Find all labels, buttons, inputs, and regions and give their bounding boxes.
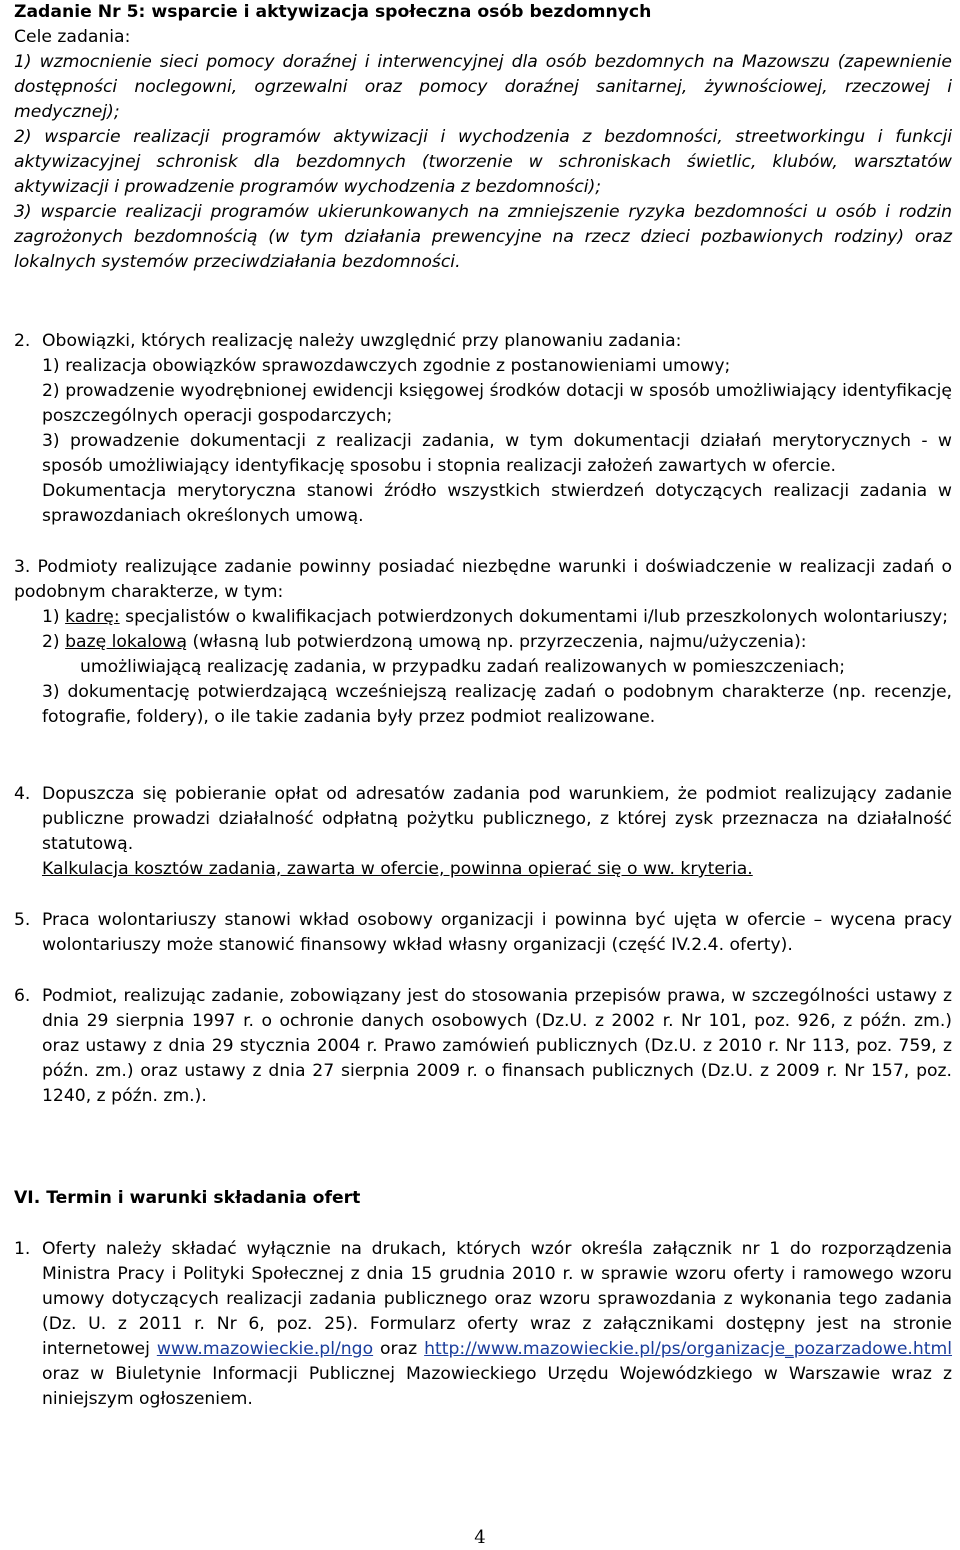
- section-4-note-line: [14, 857, 952, 882]
- section-5-number: 5.: [14, 910, 31, 930]
- organizations-link[interactable]: http://www.mazowieckie.pl/ps/organizacje_pozarzadowe.html: [424, 1339, 953, 1359]
- section-6: [14, 984, 952, 1109]
- section-2-item-1: 1) realizacja obowiązków sprawozdawczych zgodnie z postanowieniami umowy;: [42, 356, 731, 376]
- section-4-text: Dopuszcza się pobieranie opłat od adresatów zadania pod warunkiem, że podmiot realizujący zadanie publiczne prowadzi działalność odpłatną pożytku publicznego, z której zysk przeznacza na działalność statutową.: [42, 784, 952, 854]
- section-6-text: Podmiot, realizując zadanie, zobowiązany jest do stosowania przepisów prawa, w szczególności ustawy z dnia 29 sierpnia 1997 r. o ochronie danych osobowych (Dz.U. z 2002 r. Nr 101, poz. 926, z późn. zm.) oraz ustawy z dnia 29 stycznia 2004 r. Prawo zamówień publicznych (Dz.U. z 2010 r. Nr 113, poz. 759, z późn. zm.) oraz ustawy z dnia 27 sierpnia 2009 r. o finansach publicznych (Dz.U. z 2009 r. Nr 157, poz. 1240, z późn. zm.).: [42, 986, 952, 1106]
- goal-2: 2) wsparcie realizacji programów aktywizacji i wychodzenia z bezdomności, streetworkingu i funkcji aktywizacyjnej schronisk dla bezdomnych (tworzenie w schroniskach świetlic, klubów, warsztatów aktywizacji i prowadzenie programów wychodzenia z bezdomności);: [14, 127, 952, 197]
- section-2-intro: Obowiązki, których realizację należy uwzględnić przy planowaniu zadania:: [42, 331, 682, 351]
- section-vi-text-c: oraz w Biuletynie Informacji Publicznej Mazowieckiego Urzędu Wojewódzkiego w Warszawie wraz z niniejszym ogłoszeniem.: [42, 1364, 952, 1409]
- section-5-text: Praca wolontariuszy stanowi wkład osobowy organizacji i powinna być ujęta w ofercie – wycena pracy wolontariuszy może stanowić finansowy wkład własny organizacji (część IV.2.4. oferty).: [42, 910, 952, 955]
- section-4: [14, 782, 952, 882]
- section-3-item-2-number: 2): [42, 632, 60, 652]
- section-4-number: 4.: [14, 784, 31, 804]
- section-vi-item-1-text: [14, 1237, 952, 1412]
- section-3-intro: Podmioty realizujące zadanie powinny posiadać niezbędne warunki i doświadczenie w realizacji zadań o podobnym charakterze, w tym:: [14, 557, 952, 602]
- section-vi-item-1-number: 1.: [14, 1239, 31, 1259]
- section-5: [14, 908, 952, 958]
- section-3-item-2: [14, 630, 952, 655]
- section-2-note: Dokumentacja merytoryczna stanowi źródło wszystkich stwierdzeń dotyczących realizacji zadania w sprawozdaniach określonych umową.: [42, 481, 952, 526]
- section-3-number: 3.: [14, 557, 31, 577]
- section-vi-text-a: Oferty należy składać wyłącznie na drukach, których wzór określa załącznik nr 1 do rozporządzenia Ministra Pracy i Polityki Społecznej z dnia 15 grudnia 2010 r. w sprawie wzoru oferty i ramowego wzoru umowy dotyczących realizacji zadania publicznego oraz wzoru sprawozdania z wykonania tego zadania (Dz. U. z 2011 r. Nr 6, poz. 25). Formularz oferty wraz z załącznikami dostępny jest na stronie internetowej: [42, 1239, 952, 1359]
- section-3-item-2-key: bazę lokalową: [65, 632, 187, 652]
- section-3-intro-line: [14, 555, 952, 605]
- section-3-item-3: 3) dokumentację potwierdzającą wcześniejszą realizację zadań o podobnym charakterze (np. recenzje, fotografie, foldery), o ile takie zadania były przez podmiot realizowane.: [42, 682, 952, 727]
- section-vi-text-b: oraz: [380, 1339, 418, 1359]
- section-3-item-1-number: 1): [42, 607, 60, 627]
- section-vi-heading: VI. Termin i warunki składania ofert: [14, 1188, 361, 1208]
- section-3-item-1-key: kadrę:: [65, 607, 120, 627]
- task-section: [14, 0, 952, 275]
- goal-1: 1) wzmocnienie sieci pomocy doraźnej i interwencyjnej dla osób bezdomnych na Mazowszu (zapewnienie dostępności noclegowni, ogrzewalni oraz pomocy doraźnej sanitarnej, żywnościowej, rzeczowej i medycznej);: [14, 52, 952, 122]
- section-3-item-1-text: specjalistów o kwalifikacjach potwierdzonych dokumentami i/lub przeszkolonych wolontariuszy;: [125, 607, 948, 627]
- section-2-item-2: 2) prowadzenie wyodrębnionej ewidencji księgowej środków dotacji w sposób umożliwiający identyfikację poszczególnych operacji gospodarczych;: [42, 381, 952, 426]
- page-number: 4: [474, 1527, 486, 1548]
- section-3-item-2-continuation: umożliwiającą realizację zadania, w przypadku zadań realizowanych w pomieszczeniach;: [80, 657, 846, 677]
- goal-3: 3) wsparcie realizacji programów ukierunkowanych na zmniejszenie ryzyka bezdomności u osób i rodzin zagrożonych bezdomnością (w tym działania prewencyjne na rzecz dzieci pozbawionych rodziny) oraz lokalnych systemów przeciwdziałania bezdomności.: [14, 202, 952, 272]
- section-3-item-1: [14, 605, 952, 630]
- section-3: [14, 555, 952, 730]
- section-2: [14, 329, 952, 529]
- goals-label: Cele zadania:: [14, 27, 131, 47]
- section-2-item-3: 3) prowadzenie dokumentacji z realizacji zadania, w tym dokumentacji działań merytorycznych - w sposób umożliwiający identyfikację sposobu i stopnia realizacji założeń zawartych w ofercie.: [42, 431, 952, 476]
- section-4-note: Kalkulacja kosztów zadania, zawarta w ofercie, powinna opierać się o ww. kryteria.: [42, 859, 753, 879]
- section-2-number: 2.: [14, 331, 31, 351]
- section-vi-heading-block: [14, 1186, 952, 1211]
- section-3-item-2-text: (własną lub potwierdzoną umową np. przyrzeczenia, najmu/użyczenia):: [192, 632, 807, 652]
- ngo-link[interactable]: www.mazowieckie.pl/ngo: [156, 1339, 374, 1359]
- section-vi-item-1: [14, 1237, 952, 1412]
- section-6-number: 6.: [14, 986, 31, 1006]
- task-title: Zadanie Nr 5: wsparcie i aktywizacja społeczna osób bezdomnych: [14, 2, 652, 22]
